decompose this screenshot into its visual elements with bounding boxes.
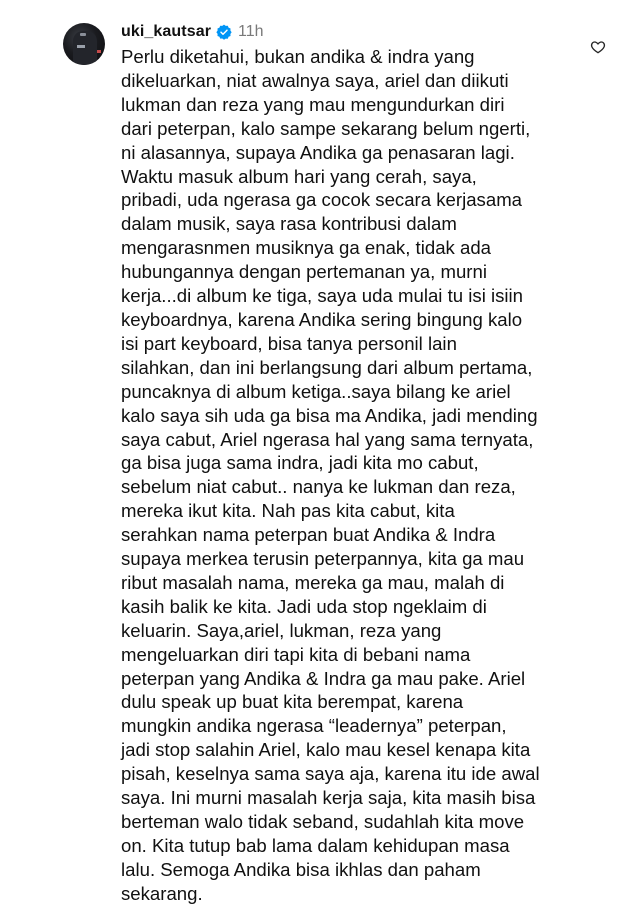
comment-text-line: keyboardnya, karena Andika sering bingung kalo xyxy=(121,308,523,330)
avatar[interactable] xyxy=(63,23,105,65)
comment-text-line: mengarasnmen musiknya ga enak, tidak ada xyxy=(121,237,492,259)
comment-text-line: lalu. Semoga Andika bisa ikhlas dan paham xyxy=(121,858,481,880)
avatar-figure xyxy=(73,31,97,65)
comment-text-line: dari peterpan, kalo sampe sekarang belum ngerti, xyxy=(121,117,531,139)
comment-text-line: ribut masalah nama, mereka ga mau, malah di xyxy=(121,571,505,593)
comment-text-line: mereka ikut kita. Nah pas kita cabut, kita xyxy=(121,500,455,522)
avatar-detail xyxy=(97,50,101,53)
comment-text-line: ga bisa juga sama indra, jadi kita mo cabut, xyxy=(121,452,479,474)
comment-header xyxy=(121,19,264,45)
comment-text-line: Waktu masuk album hari yang cerah, saya, xyxy=(121,165,477,187)
comment-text-line: dikeluarkan, niat awalnya saya, ariel dan diikuti xyxy=(121,69,509,91)
comment-text-line: kalo saya sih uda ga bisa ma Andika, jadi mending xyxy=(121,404,538,426)
comment-text-line: ni alasannya, supaya Andika ga penasaran lagi. xyxy=(121,141,515,163)
comment-text-line: Perlu diketahui, bukan andika & indra yang xyxy=(121,46,475,67)
comment-text-line: isi part keyboard, bisa tanya personil lain xyxy=(121,332,457,354)
avatar-detail xyxy=(80,33,86,36)
comment-text-line: sebelum niat cabut.. nanya ke lukman dan reza, xyxy=(121,476,516,498)
comment-text xyxy=(121,45,621,906)
comment-text-line: saya cabut, Ariel ngerasa hal yang sama ternyata, xyxy=(121,428,534,450)
comment-text-line: peterpan yang Andika & Indra ga mau pake. Ariel xyxy=(121,667,526,689)
comment-text-line: keluarin. Saya,ariel, lukman, reza yang xyxy=(121,619,442,641)
verified-badge-icon xyxy=(216,24,232,40)
comment-text-line: puncaknya di album ketiga..saya bilang ke ariel xyxy=(121,380,511,402)
comment-text-line: dulu speak up buat kita berempat, karena xyxy=(121,691,464,713)
comment-text-line: pisah, keselnya sama saya aja, karena itu ide awal xyxy=(121,763,540,785)
comment-text-line: silahkan, dan ini berlangsung dari album pertama, xyxy=(121,356,533,378)
username-link[interactable]: uki_kautsar xyxy=(121,23,212,40)
comment-text-line: dalam musik, saya rasa kontribusi dalam xyxy=(121,213,457,235)
comment-text-line: serahkan nama peterpan buat Andika & Indra xyxy=(121,524,496,546)
comment-text-line: lukman dan reza yang mau mengundurkan diri xyxy=(121,93,505,115)
comment-text-line: mengeluarkan diri tapi kita di bebani nama xyxy=(121,643,471,665)
comment-text-line: hubungannya dengan pertemanan ya, murni xyxy=(121,261,487,283)
comment-text-line: on. Kita tutup bab lama dalam kehidupan masa xyxy=(121,834,510,856)
comment-text-line: kasih balik ke kita. Jadi uda stop ngeklaim di xyxy=(121,595,487,617)
comment-text-line: saya. Ini murni masalah kerja saja, kita masih bisa xyxy=(121,787,536,809)
comment-text-line: jadi stop salahin Ariel, kalo mau kesel kenapa kita xyxy=(121,739,531,761)
comment-text-line: sekarang. xyxy=(121,882,203,904)
avatar-detail xyxy=(77,45,85,48)
comment-text-line: kerja...di album ke tiga, saya uda mulai tu isi isiin xyxy=(121,285,524,307)
comment-text-line: pribadi, uda ngerasa ga cocok secara kerjasama xyxy=(121,189,523,211)
comment-text-line: berteman walo tidak seband, sudahlah kita move xyxy=(121,811,525,832)
comment-text-line: supaya merkea terusin peterpannya, kita ga mau xyxy=(121,548,525,570)
timestamp: 11h xyxy=(238,23,264,40)
comment-text-line: mungkin andika ngerasa “leadernya” peterpan, xyxy=(121,715,507,737)
